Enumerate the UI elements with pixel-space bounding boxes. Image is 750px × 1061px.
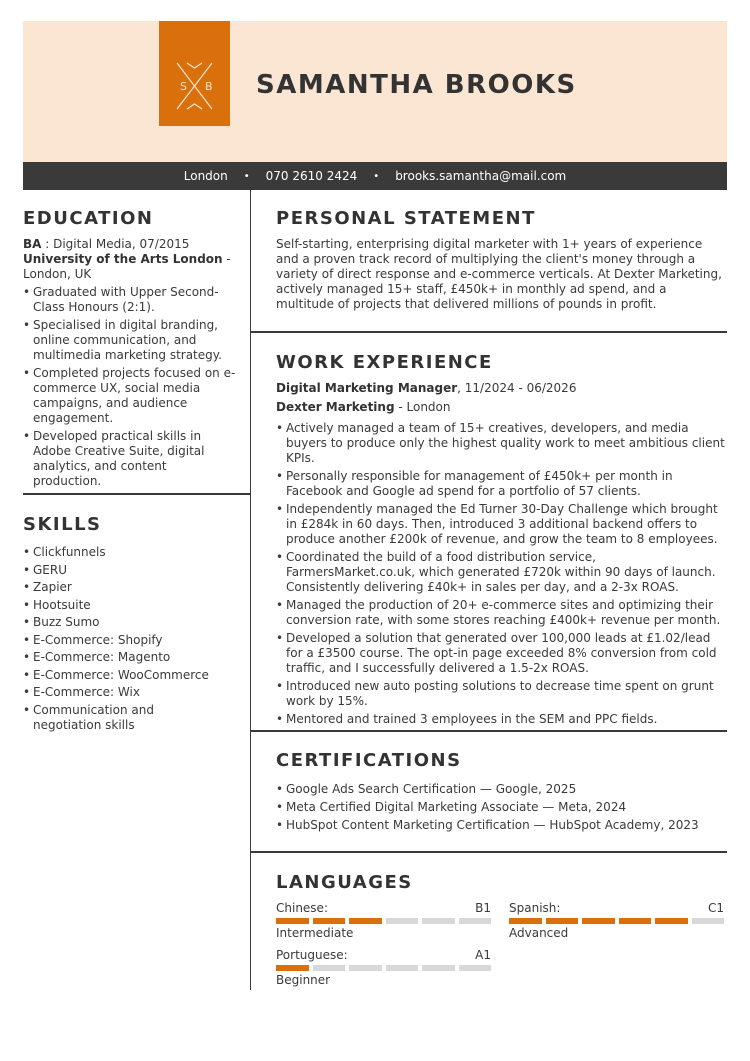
language-name: Chinese: [276,901,328,915]
proficiency-bar-segment [349,918,382,924]
school-separator: - [222,252,231,266]
certifications-list [276,782,724,833]
skills-section [23,545,223,735]
language-header [276,901,491,915]
work-experience-section [276,381,726,730]
skill-item: • Buzz Sumo [23,615,223,630]
education-bullet: • Developed practical skills in Adobe Creative Suite, digital analytics, and content production. [23,429,238,489]
skill-item: • GERU [23,563,223,578]
section-divider [251,851,727,853]
skills-heading: SKILLS [23,514,102,535]
work-experience-heading: WORK EXPERIENCE [276,352,493,373]
skill-item: • Zapier [23,580,223,595]
skills-list [23,545,223,733]
school-name: University of the Arts London [23,252,223,266]
work-bullets [276,421,726,727]
contact-phone: 070 2610 2424 [265,169,358,183]
contact-bar [23,162,727,190]
proficiency-bar-segment [386,965,419,971]
proficiency-bar-segment [692,918,725,924]
skill-item: • Clickfunnels [23,545,223,560]
personal-statement-heading: PERSONAL STATEMENT [276,208,536,229]
work-bullet: • Coordinated the build of a food distribution service, FarmersMarket.co.uk, which generated £720k within 90 days of launch. Consistently delivering £40k+ in sales per day, and a 2-3x ROAS. [276,550,726,595]
language-header [276,948,491,962]
skill-item: • Communication and negotiation skills [23,703,223,733]
education-school-line [23,252,238,267]
section-divider [23,493,250,495]
proficiency-bar-segment [582,918,615,924]
certification-item: • Meta Certified Digital Marketing Associate — Meta, 2024 [276,800,724,815]
school-city: London, UK [23,267,92,281]
language-code: C1 [707,901,724,915]
education-bullet: • Specialised in digital branding, online communication, and multimedia marketing strategy. [23,318,238,363]
language-item [276,948,491,987]
separator-dot: • [243,170,250,182]
work-bullet: • Personally responsible for management of £450k+ per month in Facebook and Google ad spend for a portfolio of 57 clients. [276,469,726,499]
proficiency-bar [276,918,491,924]
certification-item: • Google Ads Search Certification — Google, 2025 [276,782,724,797]
language-level: Advanced [509,926,569,940]
proficiency-bar-segment [276,918,309,924]
job-dates: , 11/2024 - 06/2026 [457,381,577,395]
language-header [509,901,724,915]
proficiency-bar-segment [509,918,542,924]
certifications-section [276,782,724,836]
contact-location: London [183,169,228,183]
skill-item: • E-Commerce: Wix [23,685,223,700]
candidate-name: SAMANTHA BROOKS [256,70,577,100]
proficiency-bar-segment [422,918,455,924]
languages-heading: LANGUAGES [276,872,413,893]
job-title-line [276,381,726,396]
proficiency-bar [509,918,724,924]
education-section [23,237,238,492]
skill-item: • Hootsuite [23,598,223,613]
company-location: - London [394,400,451,414]
skill-item: • E-Commerce: Shopify [23,633,223,648]
language-level: Beginner [276,973,331,987]
certifications-heading: CERTIFICATIONS [276,750,462,771]
language-item [276,901,491,940]
skill-item: • E-Commerce: WooCommerce [23,668,223,683]
company-line [276,400,726,415]
work-bullet: • Managed the production of 20+ e-commerce sites and optimizing their conversion rate, with some stores reaching £400k+ revenue per month. [276,598,726,628]
language-level: Intermediate [276,926,354,940]
proficiency-bar-segment [349,965,382,971]
proficiency-bar-segment [459,965,492,971]
contact-email: brooks.samantha@mail.com [395,169,567,183]
section-divider [251,331,727,333]
education-degree-line [23,237,238,252]
proficiency-bar-segment [422,965,455,971]
proficiency-bar-segment [313,918,346,924]
work-bullet: • Actively managed a team of 15+ creatives, developers, and media buyers to produce only the highest quality work to meet ambitious client KPIs. [276,421,726,466]
personal-statement-text: Self-starting, enterprising digital marketer with 1+ years of experience and a proven track record of multiplying the client's money through a variety of direct response and e-commerce verticals. At Dexter Marketing, actively managed 15+ staff, £450k+ in monthly ad spend, and a multitude of projects that delivered millions of pounds in profit. [276,237,722,311]
education-bullets [23,285,238,489]
monogram-logo [159,21,230,126]
degree-name: BA [23,237,42,251]
proficiency-bar [276,965,491,971]
language-code: B1 [475,901,491,915]
skill-item: • E-Commerce: Magento [23,650,223,665]
proficiency-bar-segment [546,918,579,924]
monogram-initial-b: B [205,80,213,93]
language-name: Spanish: [509,901,561,915]
education-bullet: • Graduated with Upper Second-Class Honours (2:1). [23,285,238,315]
proficiency-bar-segment [459,918,492,924]
work-bullet: • Introduced new auto posting solutions to decrease time spent on grunt work by 15%. [276,679,726,709]
work-bullet: • Mentored and trained 3 employees in the SEM and PPC fields. [276,712,726,727]
proficiency-bar-segment [386,918,419,924]
company-name: Dexter Marketing [276,400,395,414]
certification-item: • HubSpot Content Marketing Certification — HubSpot Academy, 2023 [276,818,724,833]
proficiency-bar-segment [313,965,346,971]
proficiency-bar-segment [276,965,309,971]
section-divider [251,730,727,732]
monogram-initial-s: S [180,80,187,93]
language-name: Portuguese: [276,948,348,962]
work-bullet: • Independently managed the Ed Turner 30-Day Challenge which brought in £284k in 60 days. Then, introduced 3 additional backend offers to produce another £200k of revenue, and grow the team to 8 employees. [276,502,726,547]
language-item [509,901,724,940]
education-bullet: • Completed projects focused on e-commerce UX, social media campaigns, and audience engagement. [23,366,238,426]
column-divider [250,190,251,990]
work-bullet: • Developed a solution that generated over 100,000 leads at £1.02/lead for a £3500 course. The opt-in page exceeded 8% conversion from cold traffic, and I successfully delivered a 1.5-2x ROAS. [276,631,726,676]
separator-dot: • [373,170,380,182]
job-title: Digital Marketing Manager [276,381,458,395]
proficiency-bar-segment [655,918,688,924]
degree-detail: : Digital Media, 07/2015 [41,237,190,251]
proficiency-bar-segment [619,918,652,924]
language-code: A1 [475,948,491,962]
education-heading: EDUCATION [23,208,154,229]
